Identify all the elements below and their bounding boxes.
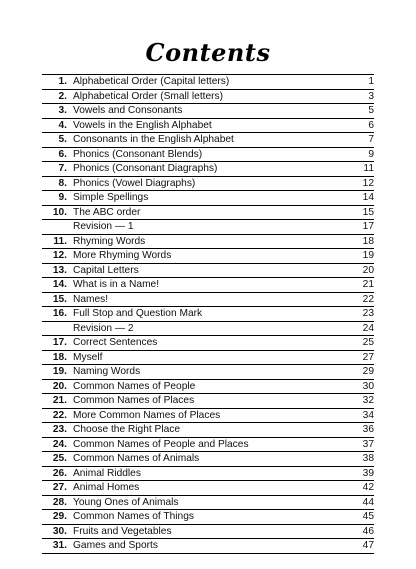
toc-entry xyxy=(42,351,374,366)
toc-entry-page: 1 xyxy=(368,76,374,88)
toc-entry-page: 22 xyxy=(362,293,374,305)
toc-entry-number: 25. xyxy=(52,453,67,465)
toc-entry-title: Phonics (Consonant Diagraphs) xyxy=(73,163,218,175)
toc-entry-title: Common Names of People xyxy=(73,380,196,392)
toc-entry xyxy=(42,264,374,279)
toc-entry-page: 11 xyxy=(363,163,374,175)
page-title: Contents xyxy=(145,38,271,67)
toc-entry xyxy=(42,365,374,380)
toc-entry-title: Young Ones of Animals xyxy=(73,496,179,508)
toc-entry xyxy=(42,119,374,134)
toc-entry-title: Animal Homes xyxy=(73,482,140,494)
toc-entry-page: 18 xyxy=(362,235,374,247)
toc-entry xyxy=(42,336,374,351)
toc-entry xyxy=(42,133,374,148)
toc-entry xyxy=(42,75,374,90)
toc-entry-number: 18. xyxy=(52,351,67,363)
toc-entry-page: 14 xyxy=(362,192,374,204)
toc-entry-page: 25 xyxy=(362,337,374,349)
toc-entry-page: 29 xyxy=(362,366,374,378)
toc-entry-title: Correct Sentences xyxy=(73,337,158,349)
toc-entry-number: 5. xyxy=(58,134,67,146)
toc-entry-title: Phonics (Consonant Blends) xyxy=(73,148,203,160)
toc-entry-title: Common Names of Places xyxy=(73,395,195,407)
toc-entry-number: 11. xyxy=(53,235,67,247)
toc-entry-title: Revision — 2 xyxy=(73,322,134,334)
toc-entry-page: 46 xyxy=(362,525,374,537)
toc-entry-page: 47 xyxy=(362,540,374,552)
toc-entry xyxy=(42,539,374,554)
toc-entry xyxy=(42,191,374,206)
toc-entry-number: 15. xyxy=(52,293,67,305)
toc-entry xyxy=(42,423,374,438)
toc-entry xyxy=(42,525,374,540)
toc-entry-page: 21 xyxy=(362,279,374,291)
toc-entry xyxy=(42,278,374,293)
toc-entry-title: Games and Sports xyxy=(73,540,158,552)
toc-entry-number: 31. xyxy=(52,540,67,552)
toc-entry-title: Common Names of Animals xyxy=(73,453,200,465)
toc-entry-number: 24. xyxy=(52,438,67,450)
toc-entry-number: 1. xyxy=(58,76,67,88)
toc-entry-title: Fruits and Vegetables xyxy=(73,525,172,537)
toc-entry xyxy=(42,249,374,264)
toc-entry-title: Alphabetical Order (Capital letters) xyxy=(73,76,230,88)
toc-entry-title: More Common Names of Places xyxy=(73,409,221,421)
toc-entry-title: Common Names of People and Places xyxy=(73,438,249,450)
toc-entry xyxy=(42,307,374,322)
toc-entry-title: Simple Spellings xyxy=(73,192,149,204)
toc-entry xyxy=(42,220,374,235)
toc-entry-number: 7. xyxy=(58,163,67,175)
toc-entry-page: 27 xyxy=(362,351,374,363)
toc-entry xyxy=(42,104,374,119)
toc-entry-number: 14. xyxy=(52,279,67,291)
toc-entry-number: 27. xyxy=(52,482,67,494)
toc-entry xyxy=(42,235,374,250)
toc-entry-title: Animal Riddles xyxy=(73,467,141,479)
toc-entry xyxy=(42,452,374,467)
toc-entry-title: Capital Letters xyxy=(73,264,139,276)
toc-entry xyxy=(42,496,374,511)
toc-entry xyxy=(42,380,374,395)
toc-entry-page: 42 xyxy=(362,482,374,494)
toc-entry xyxy=(42,148,374,163)
toc-entry-number: 10. xyxy=(52,206,67,218)
toc-entry-title: Vowels and Consonants xyxy=(73,105,183,117)
toc-entry-page: 44 xyxy=(362,496,374,508)
toc-entry xyxy=(42,394,374,409)
toc-entry-page: 12 xyxy=(362,177,374,189)
toc-entry-page: 30 xyxy=(362,380,374,392)
toc-entry-number: 23. xyxy=(52,424,67,436)
toc-entry-title: Naming Words xyxy=(73,366,141,378)
toc-entry xyxy=(42,90,374,105)
toc-entry-title: Full Stop and Question Mark xyxy=(73,308,203,320)
toc-entry-title: What is in a Name! xyxy=(73,279,160,291)
toc-entry-number: 29. xyxy=(52,511,67,523)
toc-entry-title: Revision — 1 xyxy=(73,221,134,233)
toc-entry-page: 24 xyxy=(362,322,374,334)
toc-entry-title: More Rhyming Words xyxy=(73,250,172,262)
toc-entry-number: 6. xyxy=(58,148,67,160)
toc-entry-page: 37 xyxy=(362,438,374,450)
toc-entry-page: 5 xyxy=(368,105,374,117)
toc-entry-number: 20. xyxy=(52,380,67,392)
toc-entry-page: 38 xyxy=(362,453,374,465)
toc-entry-page: 39 xyxy=(362,467,374,479)
toc-entry-page: 36 xyxy=(362,424,374,436)
toc-entry xyxy=(42,481,374,496)
toc-entry-title: Common Names of Things xyxy=(73,511,194,523)
toc-entry xyxy=(42,177,374,192)
toc-entry-number: 19. xyxy=(52,366,67,378)
toc-entry-page: 7 xyxy=(368,134,374,146)
toc-entry-number: 3. xyxy=(58,105,67,117)
toc-entry-page: 32 xyxy=(362,395,374,407)
toc-entry-number: 9. xyxy=(58,192,67,204)
toc-entry-page: 23 xyxy=(362,308,374,320)
toc-entry-number: 21. xyxy=(52,395,67,407)
toc-entry-number: 13. xyxy=(52,264,67,276)
toc-entry-title: Myself xyxy=(73,351,103,363)
toc-entry-title: Rhyming Words xyxy=(73,235,146,247)
toc-entry-page: 9 xyxy=(368,148,374,160)
toc-entry-page: 15 xyxy=(362,206,374,218)
toc-entry xyxy=(42,467,374,482)
toc-entry xyxy=(42,510,374,525)
toc-entry-title: Alphabetical Order (Small letters) xyxy=(73,90,224,102)
toc-entry-title: Phonics (Vowel Diagraphs) xyxy=(73,177,196,189)
toc-entry-number: 28. xyxy=(52,496,67,508)
toc-entry-number: 16. xyxy=(52,308,67,320)
toc-entry-number: 2. xyxy=(58,90,67,102)
toc-entry-page: 17 xyxy=(362,221,374,233)
toc-entry xyxy=(42,409,374,424)
toc-entry xyxy=(42,293,374,308)
toc-entry xyxy=(42,162,374,177)
toc-entry-number: 30. xyxy=(52,525,67,537)
toc-entry-page: 34 xyxy=(362,409,374,421)
toc-entry-title: Choose the Right Place xyxy=(73,424,181,436)
toc-entry-title: The ABC order xyxy=(73,206,141,218)
toc-entry-number: 8. xyxy=(58,177,67,189)
toc-entry-page: 19 xyxy=(362,250,374,262)
toc-entry xyxy=(42,322,374,337)
toc-entry-page: 6 xyxy=(368,119,374,131)
toc-entry-page: 45 xyxy=(362,511,374,523)
toc-entry xyxy=(42,438,374,453)
toc-entry-number: 22. xyxy=(52,409,67,421)
toc-entry-page: 20 xyxy=(362,264,374,276)
toc-entry-title: Consonants in the English Alphabet xyxy=(73,134,234,146)
toc-entry-number: 12. xyxy=(52,250,67,262)
toc-entry-title: Names! xyxy=(73,293,109,305)
toc-entry xyxy=(42,206,374,221)
toc-entry-page: 3 xyxy=(368,90,374,102)
toc-entry-number: 26. xyxy=(52,467,67,479)
toc-entry-title: Vowels in the English Alphabet xyxy=(73,119,212,131)
toc-entry-number: 17. xyxy=(52,337,67,349)
table-of-contents xyxy=(42,74,374,554)
toc-entry-number: 4. xyxy=(58,119,67,131)
